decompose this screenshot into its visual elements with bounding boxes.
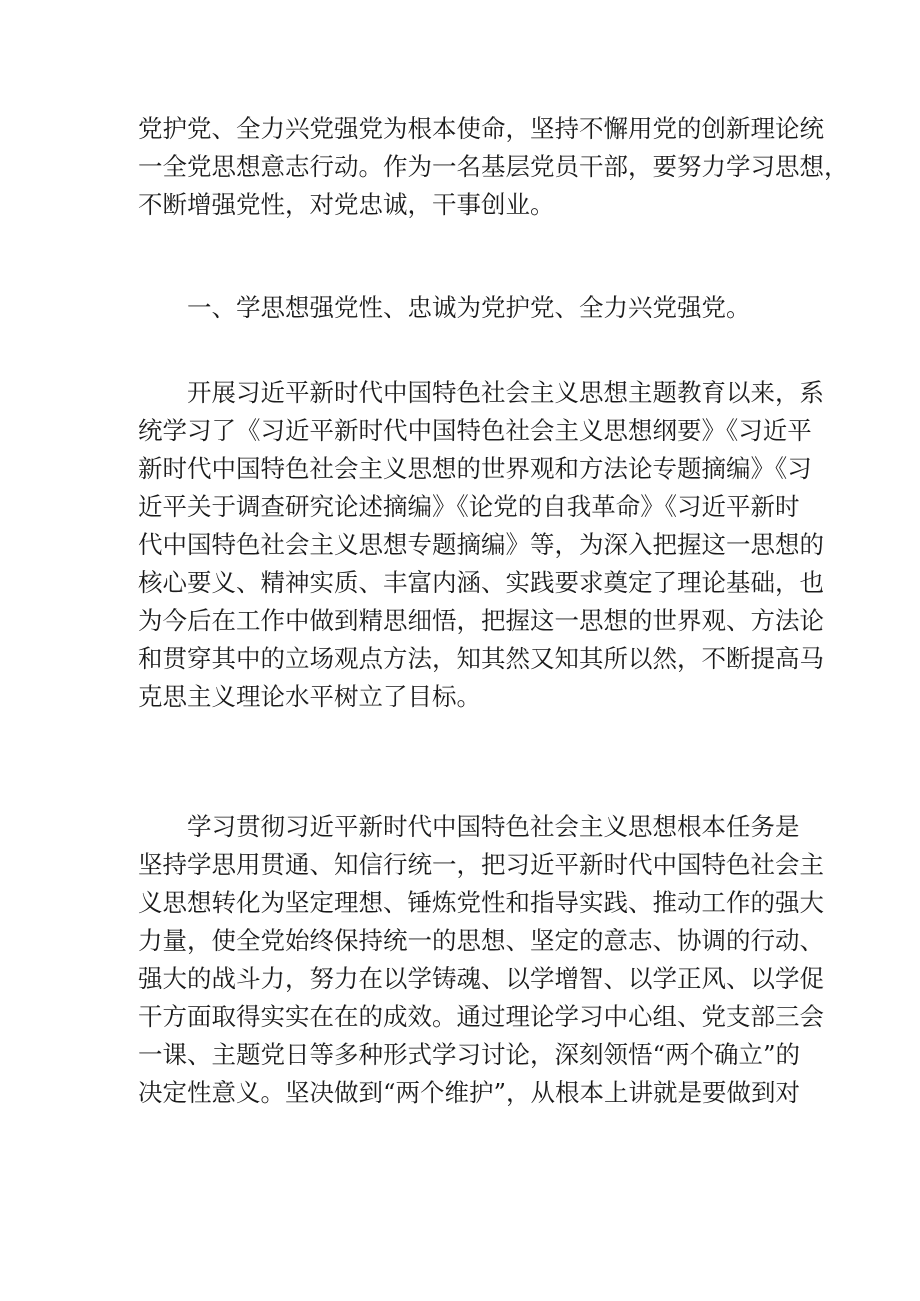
text-line: 代中国特色社会主义思想专题摘编》等，为深入把握这一思想的: [138, 530, 824, 559]
text-line: 和贯穿其中的立场观点方法，知其然又知其所以然，不断提高马: [138, 644, 824, 673]
text-line: 不断增强党性，对党忠诚，干事创业。: [138, 190, 555, 219]
text-line: 党护党、全力兴党强党为根本使命，坚持不懈用党的创新理论统: [138, 114, 824, 143]
text-line: 近平关于调查研究论述摘编》《论党的自我革命》《习近平新时: [138, 492, 800, 521]
paragraph-study: [138, 374, 824, 716]
text-line: 为今后在工作中做到精思细悟，把握这一思想的世界观、方法论: [138, 606, 824, 635]
text-line: 力量，使全党始终保持统一的思想、坚定的意志、协调的行动、: [138, 926, 824, 955]
paragraph-continuation: [138, 110, 849, 224]
text-line: 义思想转化为坚定理想、锤炼党性和指导实践、推动工作的强大: [138, 888, 824, 917]
text-line: 一全党思想意志行动。作为一名基层党员干部，要努力学习思想，: [138, 152, 849, 181]
text-line: 一课、主题党日等多种形式学习讨论，深刻领悟“两个确立”的: [138, 1040, 801, 1069]
text-line: 开展习近平新时代中国特色社会主义思想主题教育以来，系: [187, 378, 824, 407]
text-line: 新时代中国特色社会主义思想的世界观和方法论专题摘编》《习: [138, 454, 812, 483]
text-line: 学习贯彻习近平新时代中国特色社会主义思想根本任务是: [187, 812, 800, 841]
text-line: 核心要义、精神实质、丰富内涵、实践要求奠定了理论基础，也: [138, 568, 824, 597]
heading-line: 一、学思想强党性、忠诚为党护党、全力兴党强党。: [187, 293, 751, 322]
section-heading: [138, 289, 798, 327]
paragraph-task: [138, 808, 824, 1112]
text-line: 克思主义理论水平树立了目标。: [138, 682, 481, 711]
text-line: 坚持学思用贯通、知信行统一，把习近平新时代中国特色社会主: [138, 850, 824, 879]
text-line: 强大的战斗力，努力在以学铸魂、以学增智、以学正风、以学促: [138, 964, 824, 993]
text-line: 决定性意义。坚决做到“两个维护”，从根本上讲就是要做到对: [138, 1078, 801, 1107]
text-line: 统学习了《习近平新时代中国特色社会主义思想纲要》《习近平: [138, 416, 812, 445]
text-line: 干方面取得实实在在的成效。通过理论学习中心组、党支部三会: [138, 1002, 824, 1031]
